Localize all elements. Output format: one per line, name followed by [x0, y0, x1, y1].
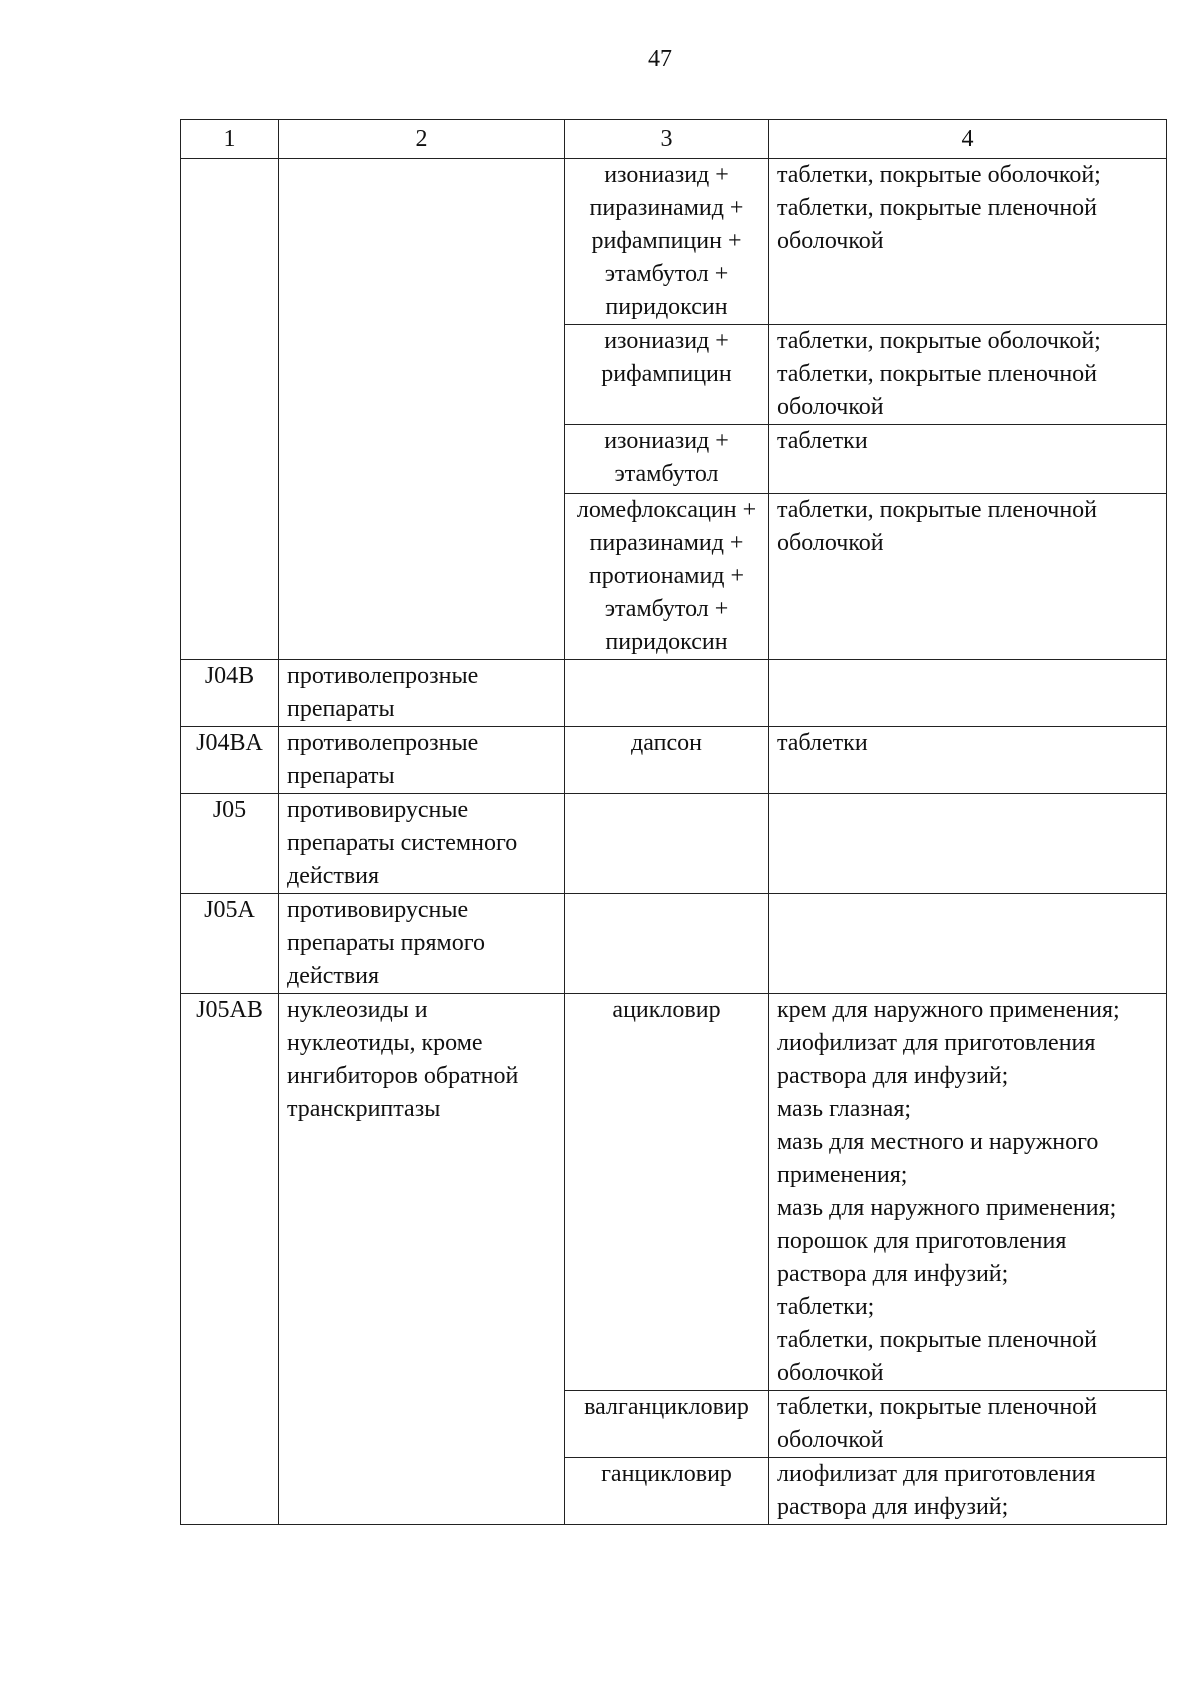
group-cell: противолепрозные препараты [279, 660, 565, 727]
forms-cell: таблетки [769, 425, 1167, 494]
medicines-table [180, 119, 1167, 1525]
atc-code-cell: J04BA [181, 727, 279, 794]
group-cell: противовирусные препараты прямого действия [279, 894, 565, 994]
drug-cell [565, 660, 769, 727]
atc-code-cell: J05A [181, 894, 279, 994]
header-col-2: 2 [279, 120, 565, 159]
table-row [181, 894, 1167, 994]
table-row [181, 794, 1167, 894]
page-number: 47 [648, 46, 672, 72]
drug-cell: изониазид + рифампицин [565, 325, 769, 425]
table-header-row [181, 120, 1167, 159]
group-cell: противолепрозные препараты [279, 727, 565, 794]
table-row [181, 159, 1167, 325]
forms-cell: таблетки [769, 727, 1167, 794]
forms-cell [769, 660, 1167, 727]
drug-cell: ацикловир [565, 994, 769, 1391]
table-row [181, 994, 1167, 1391]
drug-cell [565, 794, 769, 894]
forms-cell: лиофилизат для приготовления раствора для инфузий; [769, 1458, 1167, 1525]
table-row [181, 727, 1167, 794]
atc-code-cell: J05AB [181, 994, 279, 1525]
forms-cell: таблетки, покрытые пленочной оболочкой [769, 1391, 1167, 1458]
forms-cell: таблетки, покрытые оболочкой; таблетки, покрытые пленочной оболочкой [769, 325, 1167, 425]
header-col-3: 3 [565, 120, 769, 159]
drug-cell: дапсон [565, 727, 769, 794]
drug-cell: валганцикловир [565, 1391, 769, 1458]
group-cell: противовирусные препараты системного действия [279, 794, 565, 894]
forms-cell [769, 794, 1167, 894]
drug-cell: изониазид + этамбутол [565, 425, 769, 494]
group-cell [279, 159, 565, 660]
atc-code-cell [181, 159, 279, 660]
forms-cell [769, 894, 1167, 994]
drug-cell [565, 894, 769, 994]
forms-cell: таблетки, покрытые оболочкой; таблетки, покрытые пленочной оболочкой [769, 159, 1167, 325]
drug-cell: ломефлоксацин + пиразинамид + протионамид + этамбутол + пиридоксин [565, 494, 769, 660]
header-col-4: 4 [769, 120, 1167, 159]
atc-code-cell: J05 [181, 794, 279, 894]
drug-cell: ганцикловир [565, 1458, 769, 1525]
header-col-1: 1 [181, 120, 279, 159]
drug-cell: изониазид + пиразинамид + рифампицин + этамбутол + пиридоксин [565, 159, 769, 325]
table-row [181, 660, 1167, 727]
forms-cell: крем для наружного применения; лиофилизат для приготовления раствора для инфузий; мазь глазная; мазь для местного и наружного применения; мазь для наружного применения; порошок для приготовления раствора для инфузий; таблетки; таблетки, покрытые пленочной оболочкой [769, 994, 1167, 1391]
atc-code-cell: J04B [181, 660, 279, 727]
forms-cell: таблетки, покрытые пленочной оболочкой [769, 494, 1167, 660]
group-cell: нуклеозиды и нуклеотиды, кроме ингибиторов обратной транскриптазы [279, 994, 565, 1525]
